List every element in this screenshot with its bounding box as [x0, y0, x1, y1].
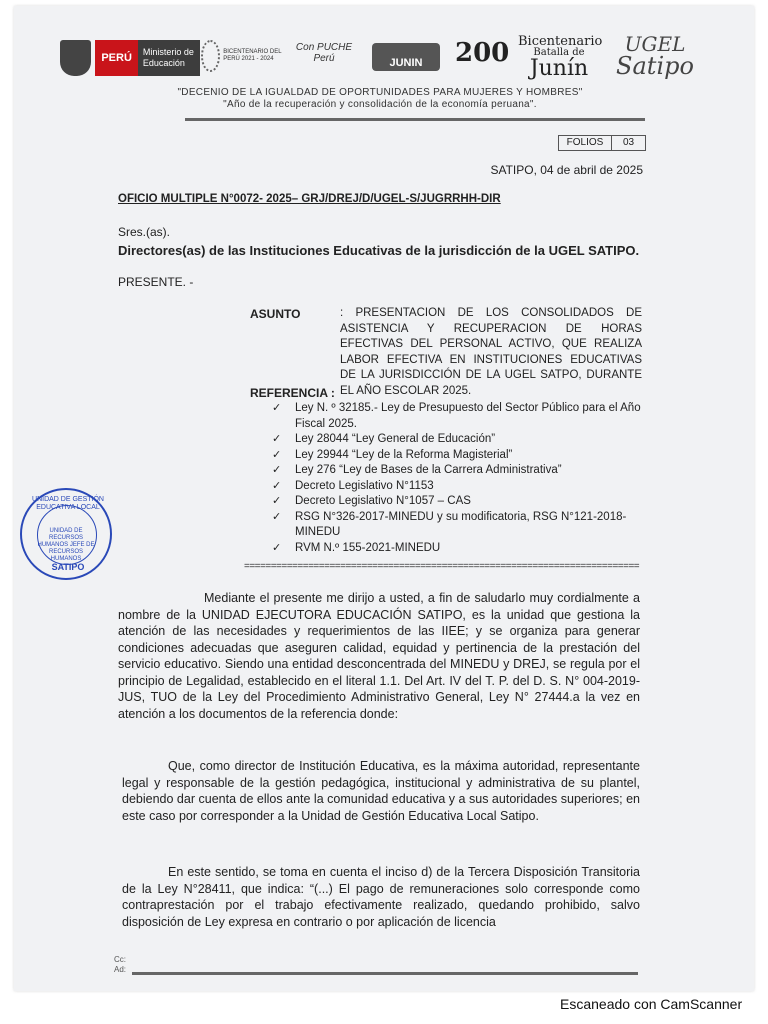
referencia-item: ✓ Ley 29944 “Ley de la Reforma Magisterial”: [272, 448, 642, 464]
ugel-satipo-logo: [600, 33, 710, 79]
asunto-text: : PRESENTACION DE LOS CONSOLIDADOS DE ASISTENCIA Y RECUPERACION DE HORAS EFECTIVAS DEL PERSONAL ACTIVO, QUE REALIZA LABOR EFECTIVA EN INSTITUCIONES EDUCATIVAS DE LA JURISDICCIÓN DE LA UGEL SATPO, DURANTE EL AÑO ESCOLAR 2025.: [340, 307, 642, 397]
paragraph-2-text: Que, como director de Institución Educativa, es la máxima autoridad, representante legal y responsable de la gestión pedagógica, institucional y administrativa de su plantel, debiendo dar cuenta de ellos ante la comunidad educativa y a sus autoridades superiores; en este caso por corresponder a la Unidad de Gestión Educativa Local Satipo.: [122, 759, 640, 823]
folios-box: [558, 135, 646, 151]
folios-label: FOLIOS: [559, 136, 612, 150]
referencia-item: ✓ RSG N°326-2017-MINEDU y su modificatoria, RSG N°121-2018-MINEDU: [272, 510, 627, 538]
camscanner-watermark: Escaneado con CamScanner: [560, 996, 743, 1012]
referencia-item: ✓ Ley N. º 32185.- Ley de Presupuesto del Sector Público para el Año Fiscal 2025.: [272, 402, 641, 430]
recipients: Directores(as) de las Instituciones Educativas de la jurisdicción de la UGEL SATIPO.: [118, 243, 640, 258]
coat-of-arms-icon: [60, 40, 91, 76]
junin-logo: JUNIN: [372, 43, 440, 71]
bicentenario-label: BICENTENARIO DEL PERÚ 2021 - 2024: [223, 49, 282, 62]
header-divider: [185, 118, 645, 121]
stamp-ring-text: UNIDAD DE GESTIÓN EDUCATIVA LOCAL: [32, 496, 104, 511]
minedu-label: Ministerio de Educación: [138, 40, 200, 76]
ugel-line1: UGEL: [624, 32, 686, 56]
ad-label: Ad:: [114, 965, 127, 974]
peru-minedu-logo: [60, 38, 200, 78]
check-icon: ✓: [272, 448, 282, 461]
referencia-item: ✓ Decreto Legislativo N°1153: [272, 479, 642, 495]
check-icon: ✓: [272, 464, 282, 476]
referencia-item: ✓ Ley 276 “Ley de Bases de la Carrera Administrativa”: [272, 463, 642, 479]
referencia-item: ✓ RVM N.º 155-2021-MINEDU: [272, 541, 642, 557]
sun-icon: [201, 40, 220, 72]
referencia-list: [272, 401, 642, 556]
footer-divider: [132, 972, 638, 975]
check-icon: ✓: [272, 479, 282, 492]
separator-line: ==========================================================================: [244, 561, 640, 572]
referencia-item: ✓ Decreto Legislativo N°1057 – CAS: [272, 494, 642, 510]
stamp-inner-text: UNIDAD DE RECURSOS HUMANOS JEFE DE RECURSOS HUMANOS: [37, 528, 95, 562]
body-paragraph-1: [118, 590, 640, 722]
ugel-line2: Satipo: [616, 52, 694, 80]
batalla-junin-logo: [518, 34, 603, 81]
paragraph-3-text: En este sentido, se toma en cuenta el inciso d) de la Tercera Disposición Transitoria de la Ley N°28411, que indica: “(...) El pago de remuneraciones solo corresponde como contraprestación por el trabajo efectivamente realizado, quedando prohibido, salvo disposición de Ley expresa en contrario o por aplicación de licencia: [122, 865, 640, 929]
salutation: Sres.(as).: [118, 225, 171, 239]
asunto-label: ASUNTO: [250, 307, 301, 321]
stamp-bottom-text: SATIPO: [51, 562, 85, 572]
batalla-line1: Bicentenario: [518, 34, 603, 49]
referencia-item: ✓ Ley 28044 “Ley General de Educación”: [272, 432, 642, 448]
body-paragraph-2: [122, 758, 640, 824]
presente: PRESENTE. -: [118, 275, 194, 289]
body-paragraph-3: [122, 864, 640, 930]
paragraph-1-text: Mediante el presente me dirijo a usted, a fin de saludarlo muy cordialmente a nombre de la UNIDAD EJECUTORA EDUCACIÓN SATIPO, es la unidad que gestiona la atención de las necesidades y requerimientos de las IIEE; y se organiza para generar condiciones adecuadas que aseguren calidad, equidad y pertinencia de la prestación del servicio educativo. Siendo una entidad desconcentrada del MINEDU y DREJ, se regula por el principio de Legalidad, establecido en el literal 1.1. Del Art. IV del T. P. del D. S. N° 004-2019-JUS, TUO de la Ley del Procedimiento Administrativo General, Ley N° 27444.a la vez en atención a los documentos de la referencia donde:: [118, 591, 640, 721]
check-icon: ✓: [272, 402, 282, 414]
cc-label: Cc:: [114, 955, 126, 964]
referencia-label: REFERENCIA :: [250, 386, 335, 400]
document-date: SATIPO, 04 de abril de 2025: [490, 163, 643, 177]
peru-label: PERÚ: [95, 40, 138, 76]
cc-block: [114, 955, 126, 975]
200-logo: 200: [455, 38, 510, 68]
oficio-number: OFICIO MULTIPLE N°0072- 2025– GRJ/DREJ/D/UGEL-S/JUGRRHH-DIR: [118, 193, 501, 205]
anio-line: "Año de la recuperación y consolidación de la economía peruana".: [223, 99, 537, 110]
check-icon: ✓: [272, 510, 282, 523]
decenio-line: "DECENIO DE LA IGUALDAD DE OPORTUNIDADES PARA MUJERES Y HOMBRES": [177, 87, 583, 98]
folios-value: 03: [622, 137, 635, 148]
check-icon: ✓: [272, 433, 282, 445]
bicentenario-logo: [201, 38, 283, 74]
decenio-heading: [110, 87, 650, 111]
batalla-line3: Junín: [529, 56, 589, 81]
ugel-stamp: [20, 488, 112, 580]
check-icon: ✓: [272, 541, 282, 554]
check-icon: ✓: [272, 495, 282, 507]
document-page: [14, 6, 754, 991]
puche-logo: Con PUCHE Perú: [295, 42, 353, 64]
batalla-line2: Batalla de: [533, 47, 585, 58]
